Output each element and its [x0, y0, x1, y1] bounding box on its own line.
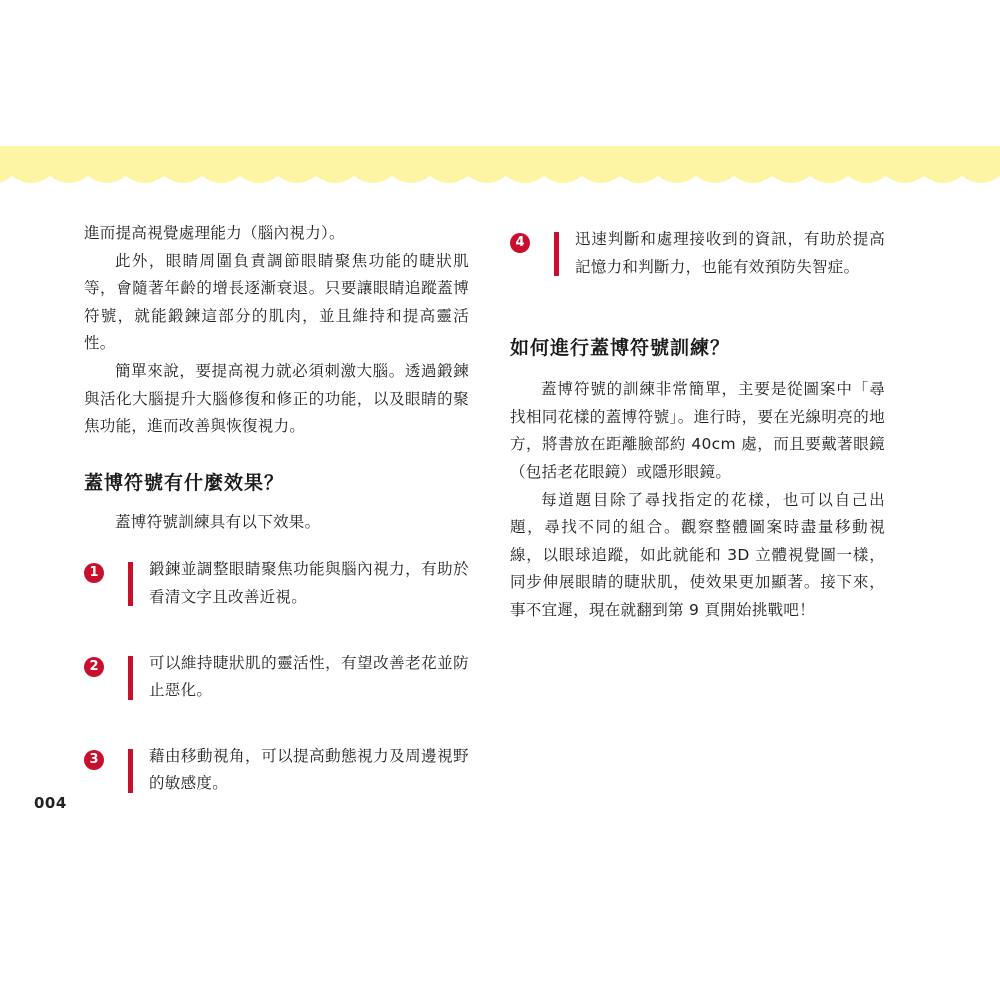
- number-badge-4: 4: [510, 233, 530, 253]
- accent-bar: [128, 749, 133, 793]
- effect-item-1: [84, 556, 469, 611]
- accent-bar: [128, 562, 133, 606]
- effect-item-3: [84, 743, 469, 798]
- right-column: [510, 226, 885, 625]
- paragraph-brain-vision: 進而提高視覺處理能力（腦內視力）。: [84, 224, 345, 242]
- paragraph-effects-intro: 蓋博符號訓練具有以下效果。: [115, 512, 321, 531]
- decorative-wave-band: [0, 146, 1000, 188]
- paragraph-ciliary-muscle: 此外，眼睛周圍負責調節眼睛聚焦功能的睫狀肌等，會隨著年齡的增長逐漸衰退。只要讓眼睛追蹤蓋博符號，就能鍛鍊這部分的肌肉，並且維持和提高靈活性。: [84, 251, 469, 353]
- paragraph-stimulate-brain: 簡單來說，要提高視力就必須刺激大腦。透過鍛鍊與活化大腦提升大腦修復和修正的功能，以及眼睛的聚焦功能，進而改善與恢復視力。: [84, 361, 469, 436]
- number-badge-2: 2: [84, 657, 104, 677]
- effect-item-4: [510, 226, 885, 281]
- effect-item-4-text: 迅速判斷和處理接收到的資訊，有助於提高記憶力和判斷力，也能有效預防失智症。: [575, 230, 885, 276]
- number-badge-3: 3: [84, 750, 104, 770]
- heading-how-to-train: 如何進行蓋博符號訓練？: [510, 337, 731, 360]
- effect-item-3-text: 藉由移動視角，可以提高動態視力及周邊視野的敏感度。: [149, 746, 469, 793]
- effect-item-1-text: 鍛鍊並調整眼睛聚焦功能與腦內視力，有助於看清文字且改善近視。: [149, 560, 469, 606]
- effect-item-2-text: 可以維持睫狀肌的靈活性，有望改善老花並防止惡化。: [149, 653, 469, 700]
- left-column: [84, 220, 469, 798]
- page-number: 004: [34, 794, 67, 812]
- accent-bar: [554, 232, 559, 276]
- accent-bar: [128, 656, 133, 700]
- heading-effects: 蓋博符號有什麼效果？: [84, 471, 285, 494]
- paragraph-training-tips: 每道題目除了尋找指定的花樣，也可以自己出題，尋找不同的組合。觀察整體圖案時盡量移動視線，以眼球追蹤，如此就能和 3D 立體視覺圖一樣，同步伸展眼睛的睫狀肌，使效果更加顯著。接下來，事不宜遲，現在就翻到第 9 頁開始挑戰吧！: [510, 490, 885, 619]
- paragraph-training-method: 蓋博符號的訓練非常簡單，主要是從圖案中「尋找相同花樣的蓋博符號」。進行時，要在光線明亮的地方，將書放在距離臉部約 40cm 處，而且要戴著眼鏡（包括老花眼鏡）或隱形眼鏡。: [510, 380, 885, 481]
- effect-item-2: [84, 650, 469, 705]
- number-badge-1: 1: [84, 563, 104, 583]
